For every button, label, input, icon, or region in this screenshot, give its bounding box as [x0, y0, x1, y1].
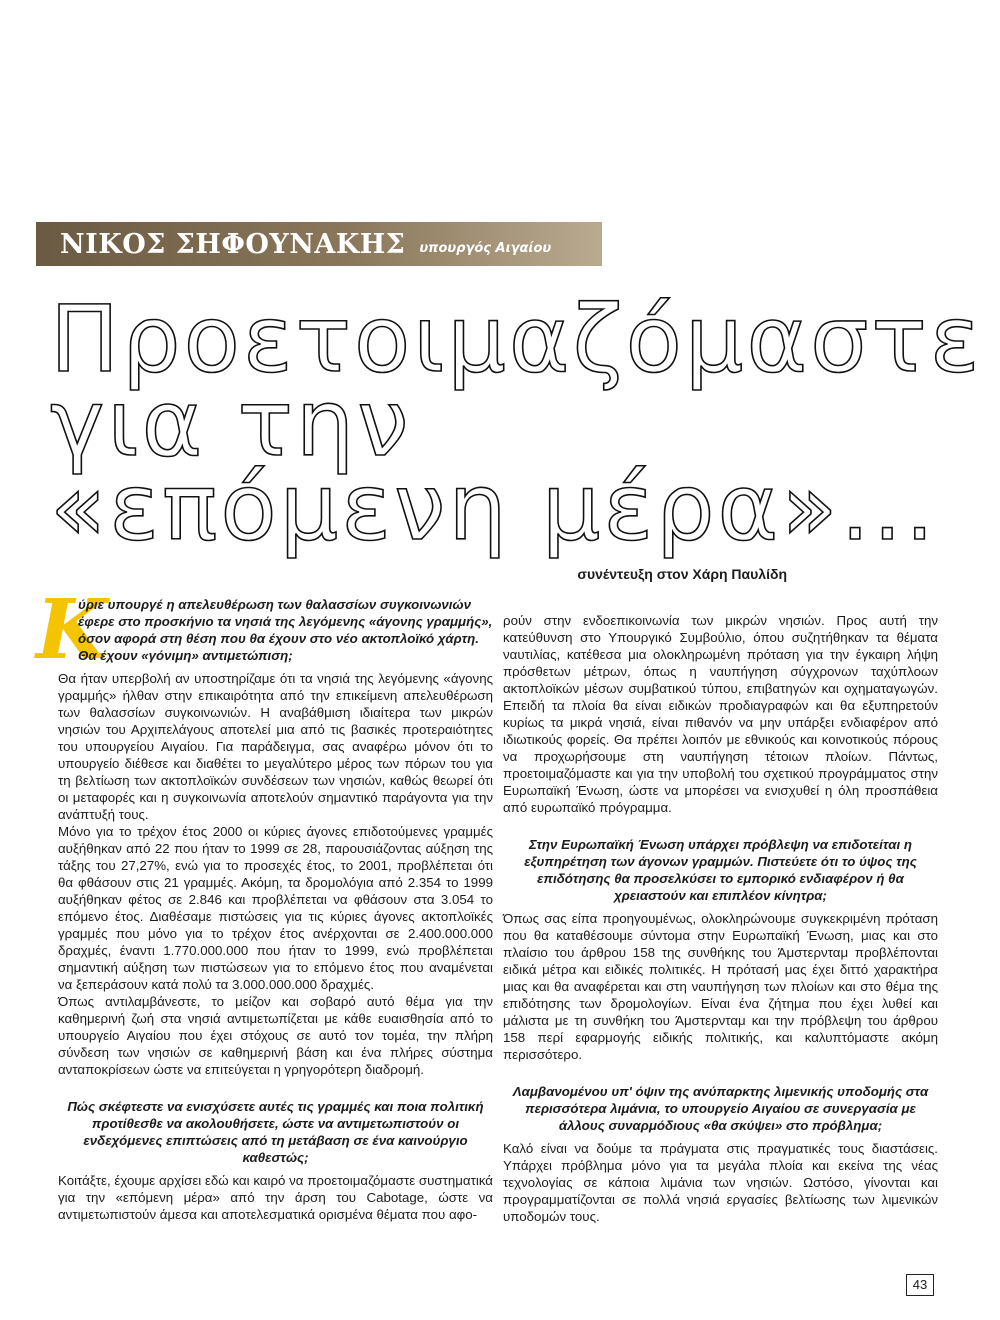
article-title	[50, 286, 983, 561]
drop-cap: Κ	[36, 582, 108, 678]
right-column	[503, 612, 938, 1225]
title-line-1: Προετοιμαζόμαστε	[50, 286, 983, 393]
question-3: Στην Ευρωπαϊκή Ένωση υπάρχει πρόβλεψη να επιδοτείται η εξυπηρέτηση των άγονων γραμμών. Πιστεύετε ότι το ύψος της επιδότησης θα προσελκύσει το εμπορικό ενδιαφέρον ή θα χρειαστούν και επιπλέον κίνητρα;	[524, 837, 917, 903]
question-4: Λαμβανομένου υπ' όψιν της ανύπαρκτης λιμενικής υποδομής στα περισσότερα λιμάνια, το υπουργείο Αιγαίου σε συνεργασία με άλλους συναρμόδιους «θα σκύψει» στο πρόβλημα;	[512, 1084, 929, 1133]
left-column	[58, 596, 493, 1223]
answer-3-paragraph-1: Όπως σας είπα προηγουμένως, ολοκληρώνουμε συγκεκριμένη πρόταση που θα καταθέσουμε σύντομα στην Ευρωπαϊκή Ένωση, μιας και στο πλαίσιο του άρθρου 158 της συνθήκης του Άμστερνταμ προβλέπονται ειδικά μέτρα και ειδικές πολιτικές. Η πρότασή μας έχει διττό χαρακτήρα μιας και θα αναφέρεται και στη ναυπήγηση των πλοίων και στο θέμα της επιδότησης των δρομολογίων. Είναι ένα ζήτημα που έχει λυθεί και μάλιστα με τη συνθήκη του Άμστερνταμ και την πρόβλεψη του άρθρου 158 περί εφαρμογής ειδικής πολιτικής, και καλυπτόμαστε ακόμη περισσότερο.	[503, 911, 938, 1062]
answer-1-paragraph-2: Μόνο για το τρέχον έτος 2000 οι κύριες άγονες επιδοτούμενες γραμμές αυξήθηκαν από 22 που ήταν το 1999 σε 28, παρουσιάζοντας αύξηση της τάξης του 27,27%, ενώ για το προσεχές έτος, το 2001, προβλέπεται ότι θα φθάσουν στις 21 γραμμές. Ακόμη, τα δρομολόγια από 2.354 το 1999 αυξήθηκαν φέτος σε 2.846 και προβλέπεται να φθάσουν στα 3.054 το επόμενο έτος. Διαθέσαμε πιστώσεις για τις κύριες άγονες ακτοπλοϊκές γραμμές που μόνο για το τρέχον έτος ανέρχονται σε 2.400.000.000 δραχμές, έναντι 1.770.000.000 που ήταν το 1999, ενώ προβλέπεται σημαντική αύξηση των πιστώσεων για το επόμενο έτος που αναμένεται να ξεπεράσουν κατά πολύ τα 3.000.000.000 δραχμές.	[58, 824, 493, 992]
author-header-band	[36, 222, 602, 266]
byline: συνέντευξη στον Χάρη Παυλίδη	[577, 566, 787, 582]
answer-1-paragraph-3: Όπως αντιλαμβάνεστε, το μείζον και σοβαρό αυτό θέμα για την καθημερινή ζωή στα νησιά αντιμετωπίζεται με κάθε ευαισθησία από το υπουργείο Αιγαίου που έχει στόχους σε αυτό τον τομέα, την πλήρη σύνδεση των νησιών σε καθημερινή βάση και ένα πλήρες σύστημα ανταποκρίσεων ώστε να επιτεύγεται η γρηγορότερη διαδρομή.	[58, 994, 493, 1077]
answer-1-paragraph-1: Θα ήταν υπερβολή αν υποστηρίζαμε ότι τα νησιά της λεγόμενης «άγονης γραμμής» ήλθαν στην επικαιρότητα από την επικείμενη απελευθέρωση των θαλασσίων συγκοινωνιών. Η αναβάθμιση ιδιαίτερα των μικρών νησιών του Αρχιπελάγους αποτελεί μια από τις βασικές προτεραιότητες του υπουργείου Αιγαίου. Για παράδειγμα, σας αναφέρω μόνον ότι το υπουργείο διέθεσε και διαθέτει το μεγαλύτερο μέρος των πόρων του για τη βελτίωση των ακτοπλοϊκών συνδέσεων των νησιών, καθώς θεωρεί ότι οι μεταφορές και η συγκοινωνία αποτελούν σημαντικό παράγοντα για την ανάπτυξή τους.	[58, 671, 493, 822]
author-name: ΝΙΚΟΣ ΣΗΦΟΥΝΑΚΗΣ	[60, 228, 406, 260]
question-1: ύριε υπουργέ η απελευθέρωση των θαλασσίων συγκοινωνιών έφερε στο προσκήνιο τα νησιά της λεγόμενης «άγονης γραμμής», όσον αφορά στη θέση που θα έχουν στο νέο ακτοπλοϊκό χάρτη. Θα έχουν «γόνιμη» αντιμετώπιση;	[78, 597, 493, 663]
answer-4-paragraph-1: Καλό είναι να δούμε τα πράγματα στις πραγματικές τους διαστάσεις. Υπάρχει πρόβλημα μόνο για τα μεγάλα πλοία και εκείνα της νέας τεχνολογίας σε κάποια λιμάνια των νησιών. Ωστόσο, γίνονται και προγραμματίζονται σε πολλά νησιά εργασίες βελτίωσης των λιμενικών υποδομών τους.	[503, 1141, 938, 1224]
answer-2-paragraph-2: ρούν στην ενδοεπικοινωνία των μικρών νησιών. Προς αυτή την κατεύθυνση στο Υπουργικό Συμβούλιο, όπου συζητήθηκαν τα θέματα ναυτιλίας, κατέθεσα μια ολοκληρωμένη πρόταση για την έγκαιρη λήψη πρόσθετων μέτρων, όπως η ναυπήγηση σύγχρονων ταχύπλοων ακτοπλοϊκών μέσων συμβατικού τύπου, επιβατηγών και οχηματαγωγών. Επειδή τα πλοία θα είναι ειδικών προδιαγραφών και θα εξυπηρετούν κυρίως τα μικρά νησιά, είναι πιθανόν να μην υπάρξει ενδιαφέρον από ιδιωτικούς φορείς. Θα πρέπει λοιπόν με εθνικούς και κοινοτικούς πόρους να προχωρήσουμε στη ναυπήγηση τέτοιων πλοίων. Πάντως, προετοιμαζόμαστε και για την υποβολή του σχετικού προγράμματος στην Ευρωπαϊκή Ένωση, ώστε να μπορέσει να ενισχυθεί η όλη προσπάθεια από ευρωπαϊκό πρόγραμμα.	[503, 613, 938, 815]
author-role: υπουργός Αιγαίου	[419, 240, 552, 256]
title-line-3: «επόμενη μέρα»...	[50, 454, 938, 561]
page-number: 43	[906, 1274, 934, 1296]
title-line-2: για την	[50, 370, 412, 477]
answer-2-paragraph-1: Κοιτάξτε, έχουμε αρχίσει εδώ και καιρό να προετοιμαζόμαστε συστηματικά για την «επόμενη μέρα» από την άρση του Cabotage, ώστε να αντιμετωπιστούν άμεσα και αποτελεσματικά ορισμένα θέματα που αφο-	[58, 1173, 493, 1222]
question-2: Πώς σκέφτεστε να ενισχύσετε αυτές τις γραμμές και ποια πολιτική προτίθεσθε να ακολουθήσετε, ώστε να αντιμετωπιστούν οι ενδεχόμενες επιπτώσεις από τη μετάβαση σε ένα καινούργιο καθεστώς;	[67, 1099, 484, 1165]
